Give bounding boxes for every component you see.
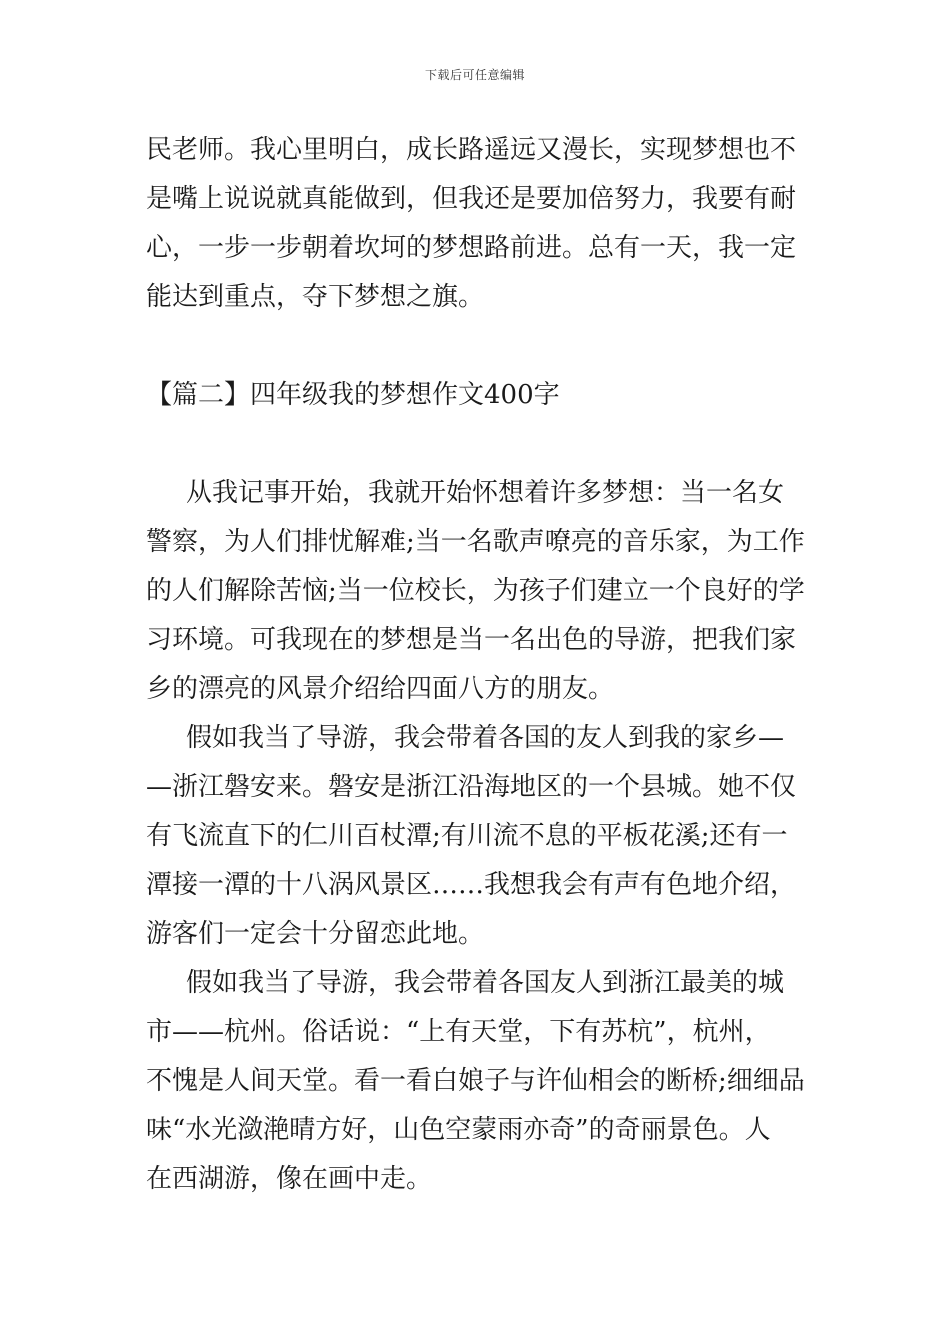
text-line: 从我记事开始，我就开始怀想着许多梦想：当一名女 [186, 478, 785, 508]
text-line: 民老师。我心里明白，成长路遥远又漫长，实现梦想也不 [146, 135, 797, 165]
text-line: 在西湖游，像在画中走。 [146, 1164, 433, 1194]
text-line: 习环境。可我现在的梦想是当一名出色的导游，把我们家 [146, 625, 797, 655]
section-heading [146, 371, 806, 420]
paragraph [146, 126, 806, 322]
text-line: 心，一步一步朝着坎坷的梦想路前进。总有一天，我一定 [146, 233, 797, 263]
paragraph [146, 469, 806, 714]
text-line: 能达到重点，夺下梦想之旗。 [146, 282, 485, 312]
text-line: 有飞流直下的仁川百杖潭;有川流不息的平板花溪;还有一 [146, 821, 788, 851]
text-line: 市——杭州。俗话说：“上有天堂，下有苏杭”，杭州， [146, 1017, 771, 1047]
text-line: 潭接一潭的十八涡风景区……我想我会有声有色地介绍， [146, 870, 797, 900]
text-line: 乡的漂亮的风景介绍给四面八方的朋友。 [146, 674, 615, 704]
text-line: 不愧是人间天堂。看一看白娘子与许仙相会的断桥;细细品 [146, 1066, 805, 1096]
text-line: —浙江磐安来。磐安是浙江沿海地区的一个县城。她不仅 [146, 772, 797, 802]
text-line: 游客们一定会十分留恋此地。 [146, 919, 485, 949]
paragraph [146, 959, 806, 1204]
text-line: 的人们解除苦恼;当一位校长，为孩子们建立一个良好的学 [146, 576, 805, 606]
text-line: 警察，为人们排忧解难;当一名歌声嘹亮的音乐家，为工作 [146, 527, 805, 557]
paragraph [146, 714, 806, 959]
heading-line: 【篇二】四年级我的梦想作文400字 [146, 380, 560, 410]
text-line: 假如我当了导游，我会带着各国友人到浙江最美的城 [186, 968, 785, 998]
text-line: 是嘴上说说就真能做到，但我还是要加倍努力，我要有耐 [146, 184, 797, 214]
text-line: 味“水光潋滟晴方好，山色空蒙雨亦奇”的奇丽景色。人 [146, 1115, 771, 1145]
blank-line [146, 322, 806, 371]
page-header: 下载后可任意编辑 [424, 68, 525, 82]
document-body [146, 126, 806, 1204]
text-line: 假如我当了导游，我会带着各国的友人到我的家乡— [186, 723, 785, 753]
blank-line [146, 420, 806, 469]
